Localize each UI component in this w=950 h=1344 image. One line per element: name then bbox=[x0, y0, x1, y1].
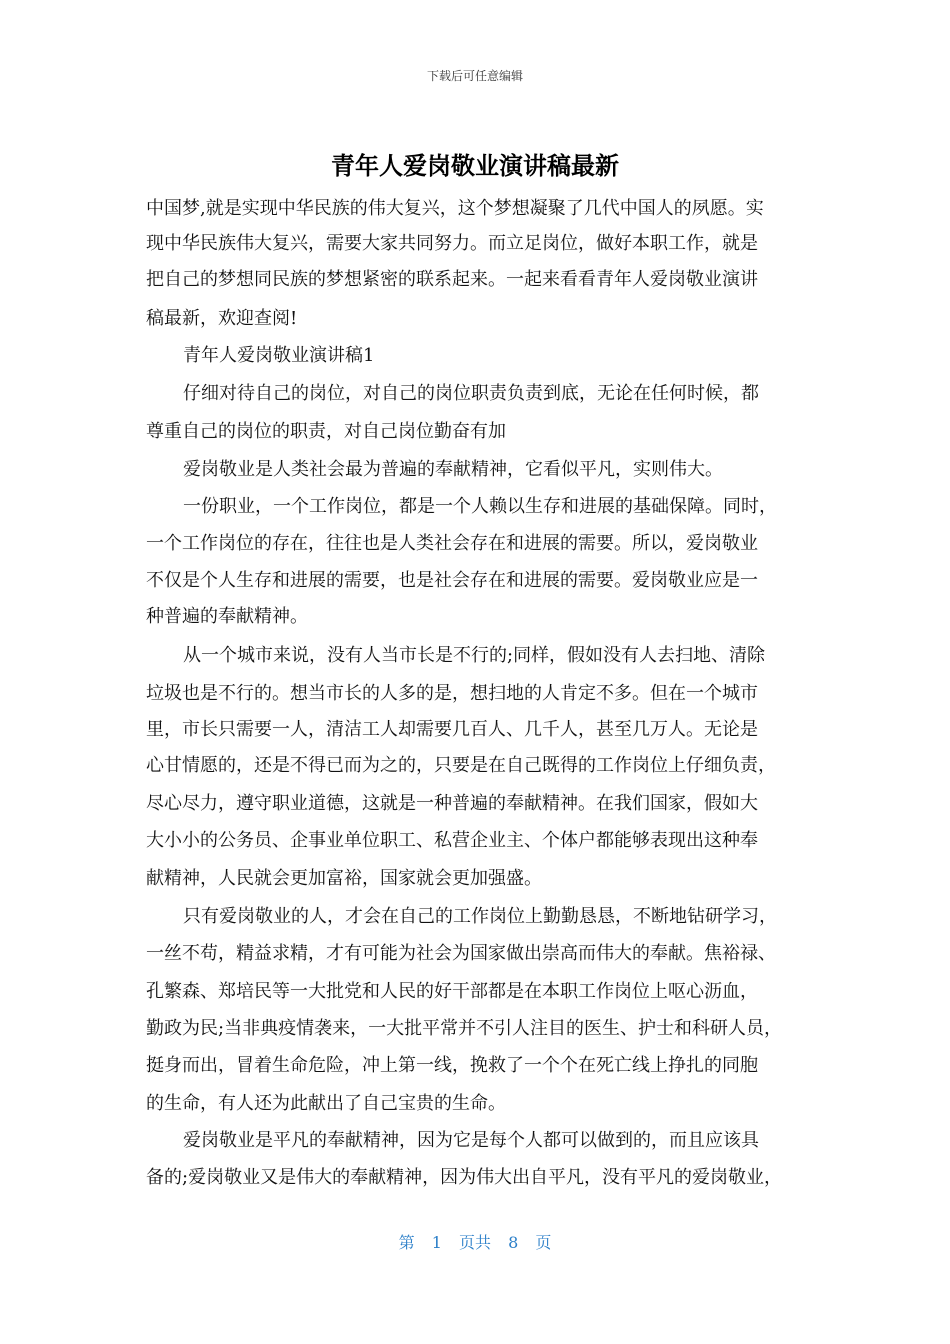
body-line: 把自己的梦想同民族的梦想紧密的联系起来。一起来看看青年人爱岗敬业演讲 bbox=[146, 269, 758, 290]
body-line: 勤政为民;当非典疫情袭来，一大批平常并不引人注目的医生、护士和科研人员， bbox=[146, 1018, 783, 1039]
body-line: 一丝不苟，精益求精，才有可能为社会为国家做出崇高而伟大的奉献。焦裕禄、 bbox=[146, 943, 776, 964]
body-line: 不仅是个人生存和进展的需要，也是社会存在和进展的需要。爱岗敬业应是一 bbox=[146, 570, 758, 591]
body-line: 尽心尽力，遵守职业道德，这就是一种普遍的奉献精神。在我们国家，假如大 bbox=[146, 793, 758, 814]
body-line: 尊重自己的岗位的职责，对自己岗位勤奋有加 bbox=[146, 421, 506, 442]
body-line: 只有爱岗敬业的人，才会在自己的工作岗位上勤勤恳恳，不断地钻研学习， bbox=[183, 906, 777, 927]
body-line: 大小小的公务员、企事业单位职工、私营企业主、个体户都能够表现出这种奉 bbox=[146, 830, 758, 851]
body-line: 种普遍的奉献精神。 bbox=[146, 606, 308, 627]
body-line: 备的;爱岗敬业又是伟大的奉献精神，因为伟大出自平凡，没有平凡的爱岗敬业， bbox=[146, 1167, 783, 1188]
body-line: 现中华民族伟大复兴，需要大家共同努力。而立足岗位，做好本职工作，就是 bbox=[146, 233, 758, 254]
body-line: 献精神，人民就会更加富裕，国家就会更加强盛。 bbox=[146, 868, 542, 889]
body-line: 稿最新，欢迎查阅! bbox=[146, 308, 298, 329]
body-line: 垃圾也是不行的。想当市长的人多的是，想扫地的人肯定不多。但在一个城市 bbox=[146, 683, 758, 704]
body-line: 一个工作岗位的存在，往往也是人类社会存在和进展的需要。所以，爱岗敬业 bbox=[146, 533, 758, 554]
body-line: 爱岗敬业是人类社会最为普遍的奉献精神，它看似平凡，实则伟大。 bbox=[183, 459, 723, 480]
body-line: 中国梦,就是实现中华民族的伟大复兴，这个梦想凝聚了几代中国人的夙愿。实 bbox=[146, 198, 764, 219]
body-line: 仔细对待自己的岗位，对自己的岗位职责负责到底，无论在任何时候，都 bbox=[183, 383, 759, 404]
body-line: 孔繁森、郑培民等一大批党和人民的好干部都是在本职工作岗位上呕心沥血， bbox=[146, 981, 758, 1002]
page-number-footer: 第 1 页共 8 页 bbox=[398, 1233, 552, 1252]
document-title: 青年人爱岗敬业演讲稿最新 bbox=[331, 152, 619, 180]
body-line: 一份职业，一个工作岗位，都是一个人赖以生存和进展的基础保障。同时， bbox=[183, 496, 777, 517]
body-line: 挺身而出，冒着生命危险，冲上第一线，挽救了一个个在死亡线上挣扎的同胞 bbox=[146, 1055, 758, 1076]
body-line: 的生命，有人还为此献出了自己宝贵的生命。 bbox=[146, 1093, 506, 1114]
body-line: 心甘情愿的，还是不得已而为之的，只要是在自己既得的工作岗位上仔细负责， bbox=[146, 755, 776, 776]
header-note: 下载后可任意编辑 bbox=[426, 69, 523, 83]
body-line: 从一个城市来说，没有人当市长是不行的;同样，假如没有人去扫地、清除 bbox=[183, 645, 766, 666]
body-line: 里，市长只需要一人，清洁工人却需要几百人、几千人，甚至几万人。无论是 bbox=[146, 719, 758, 740]
section-heading: 青年人爱岗敬业演讲稿1 bbox=[183, 345, 375, 366]
body-line: 爱岗敬业是平凡的奉献精神，因为它是每个人都可以做到的，而且应该具 bbox=[183, 1130, 759, 1151]
